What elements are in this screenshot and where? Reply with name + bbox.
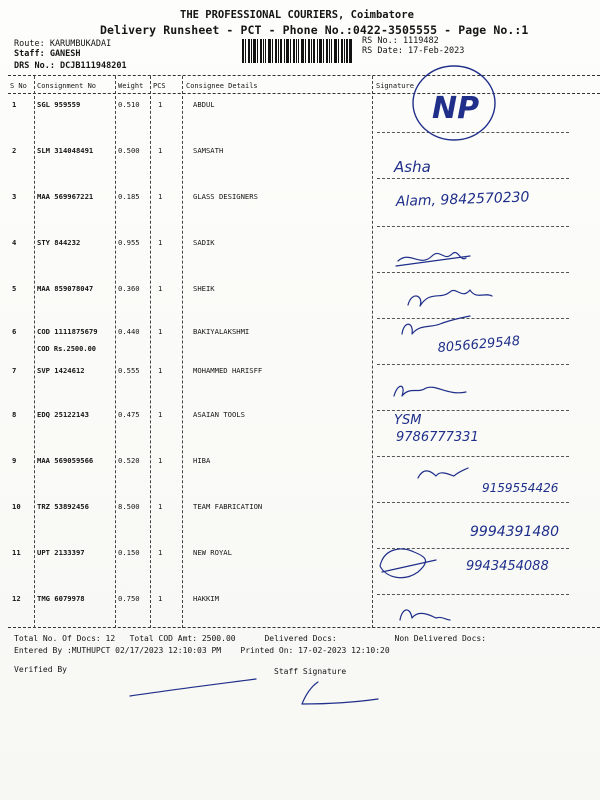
cod-amount-note: COD Rs.2500.00 [37,345,97,353]
total-docs: Total No. Of Docs: 12 [14,634,116,643]
cell-consignment: MAA 859078047 [37,284,94,293]
staff-signature-label: Staff Signature [274,667,347,676]
company-title: THE PROFESSIONAL COURIERS, Coimbatore [180,9,414,21]
cell-pcs: 1 [158,238,163,247]
cell-pcs: 1 [158,327,163,336]
cell-sno: 7 [12,366,17,375]
cell-pcs: 1 [158,548,163,557]
cell-pcs: 1 [158,456,163,465]
cell-weight: 0.520 [118,456,140,465]
signature-row-12 [400,610,450,620]
non-delivered-docs: Non Delivered Docs: [394,634,487,643]
signature-rule [377,178,569,179]
col-header-consignment: Consignment No [37,82,97,90]
signature-rule [377,272,569,273]
handwriting-row-8-phone: 9786777331 [396,430,479,445]
column-divider [150,76,151,628]
printed-on: Printed On: 17-02-2023 12:10:20 [240,646,390,655]
signature-rule [377,132,569,133]
cell-weight: 0.150 [118,548,140,557]
cell-consignee: SHEIK [193,284,215,293]
cell-weight: 0.360 [118,284,140,293]
signature-row-7 [394,386,466,396]
signature-row-4 [398,252,466,261]
signature-row-5 [408,290,492,306]
handwriting-row-6-phone: 8056629548 [437,333,521,356]
cell-weight: 0.955 [118,238,140,247]
cell-pcs: 1 [158,146,163,155]
cell-consignment: TMG 6079978 [37,594,85,603]
table-top-rule [8,75,600,76]
cell-consignee: ABDUL [193,100,215,109]
route-label: Route: KARUMBUKADAI [14,39,112,49]
cell-sno: 9 [12,456,17,465]
stamp-initials: NP [432,91,480,126]
cell-consignment: MAA 569967221 [37,192,94,201]
col-header-sno: S No [10,82,27,90]
cell-weight: 0.440 [118,327,140,336]
cell-consignee: NEW ROYAL [193,548,232,557]
cell-consignment: EDQ 25122143 [37,410,89,419]
cell-consignment: MAA 569059566 [37,456,94,465]
signature-rule [377,502,569,503]
cell-sno: 6 [12,327,17,336]
cell-pcs: 1 [158,410,163,419]
cell-consignee: ASAIAN TOOLS [193,410,245,419]
cell-pcs: 1 [158,100,163,109]
table-header-rule [8,93,600,94]
staff-label: Staff: GANESH [14,49,81,59]
col-header-signature: Signature [376,82,414,90]
stamp-circle [413,66,495,140]
cell-consignment: SGL 959559 [37,100,81,109]
cell-consignee: BAKIYALAKSHMI [193,327,250,336]
barcode [242,39,352,63]
cell-sno: 8 [12,410,17,419]
cell-sno: 4 [12,238,17,247]
cell-consignee: TEAM FABRICATION [193,502,263,511]
staff-signature-mark [302,682,378,704]
signature-rule [377,318,569,319]
total-cod: Total COD Amt: 2500.00 [129,634,236,643]
cell-consignee: HAKKIM [193,594,219,603]
signature-rule [377,594,569,595]
handwriting-row-8-note: YSM [394,413,422,428]
signature-row-9 [418,468,468,478]
cell-pcs: 1 [158,284,163,293]
table-bottom-rule [8,627,600,628]
cell-consignee: HIBA [193,456,211,465]
col-header-consignee: Consignee Details [186,82,258,90]
cell-consignment: SLM 314048491 [37,146,94,155]
cell-weight: 0.475 [118,410,140,419]
handwriting-row-3: Alam, 9842570230 [395,189,530,210]
cell-consignment: STY 844232 [37,238,81,247]
handwriting-row-9-phone: 9159554426 [482,481,559,495]
cell-consignee: SADIK [193,238,215,247]
cell-pcs: 1 [158,366,163,375]
cell-weight: 0.750 [118,594,140,603]
column-divider [115,76,116,628]
signature-row-11-strike [382,560,436,572]
cell-consignee: GLASS DESIGNERS [193,192,258,201]
cell-weight: 0.555 [118,366,140,375]
col-header-pcs: PCS [153,82,166,90]
cell-consignment: COD 1111875679 [37,327,98,336]
verified-by-signature [130,679,256,696]
cell-weight: 0.185 [118,192,140,201]
cell-pcs: 1 [158,502,163,511]
signature-row-11 [380,549,426,578]
col-header-weight: Weight [118,82,144,90]
handwriting-row-11-phone: 9943454088 [466,559,549,574]
cell-sno: 12 [12,594,21,603]
cell-sno: 3 [12,192,17,201]
cell-consignment: TRZ 53892456 [37,502,89,511]
signature-rule [377,364,569,365]
delivered-docs: Delivered Docs: [264,634,337,643]
cell-weight: 0.500 [118,146,140,155]
signature-rule [377,226,569,227]
column-divider [34,76,35,628]
cell-consignee: SAMSATH [193,146,224,155]
cell-consignment: UPT 2133397 [37,548,85,557]
cell-consignee: MOHAMMED HARISFF [193,366,263,375]
rs-number: RS No.: 1119482 [362,36,439,46]
cell-sno: 5 [12,284,17,293]
signature-rule [377,456,569,457]
cell-sno: 10 [12,502,21,511]
verified-by-label: Verified By [14,665,67,674]
rs-date: RS Date: 17-Feb-2023 [362,46,465,56]
cell-sno: 1 [12,100,17,109]
cell-sno: 11 [12,548,21,557]
runsheet-subtitle: Delivery Runsheet - PCT - Phone No.:0422-3505555 - Page No.:1 [100,23,529,37]
cell-pcs: 1 [158,192,163,201]
cell-sno: 2 [12,146,17,155]
cell-consignment: SVP 1424612 [37,366,85,375]
cell-weight: 8.500 [118,502,140,511]
cell-pcs: 1 [158,594,163,603]
footer-audit [14,646,390,655]
signature-rule [377,410,569,411]
footer-totals [14,634,486,643]
column-divider [182,76,183,628]
entered-by: Entered By :MUTHUPCT 02/17/2023 12:10:03 PM [14,646,222,655]
signature-rule [377,548,569,549]
drs-number: DRS No.: DCJB111948201 [14,61,127,71]
cell-weight: 0.510 [118,100,140,109]
signature-row-4-strike [396,256,470,266]
column-divider [372,76,373,628]
handwriting-row-10-phone: 9994391480 [470,524,560,540]
handwriting-row-2: Asha [394,158,431,176]
